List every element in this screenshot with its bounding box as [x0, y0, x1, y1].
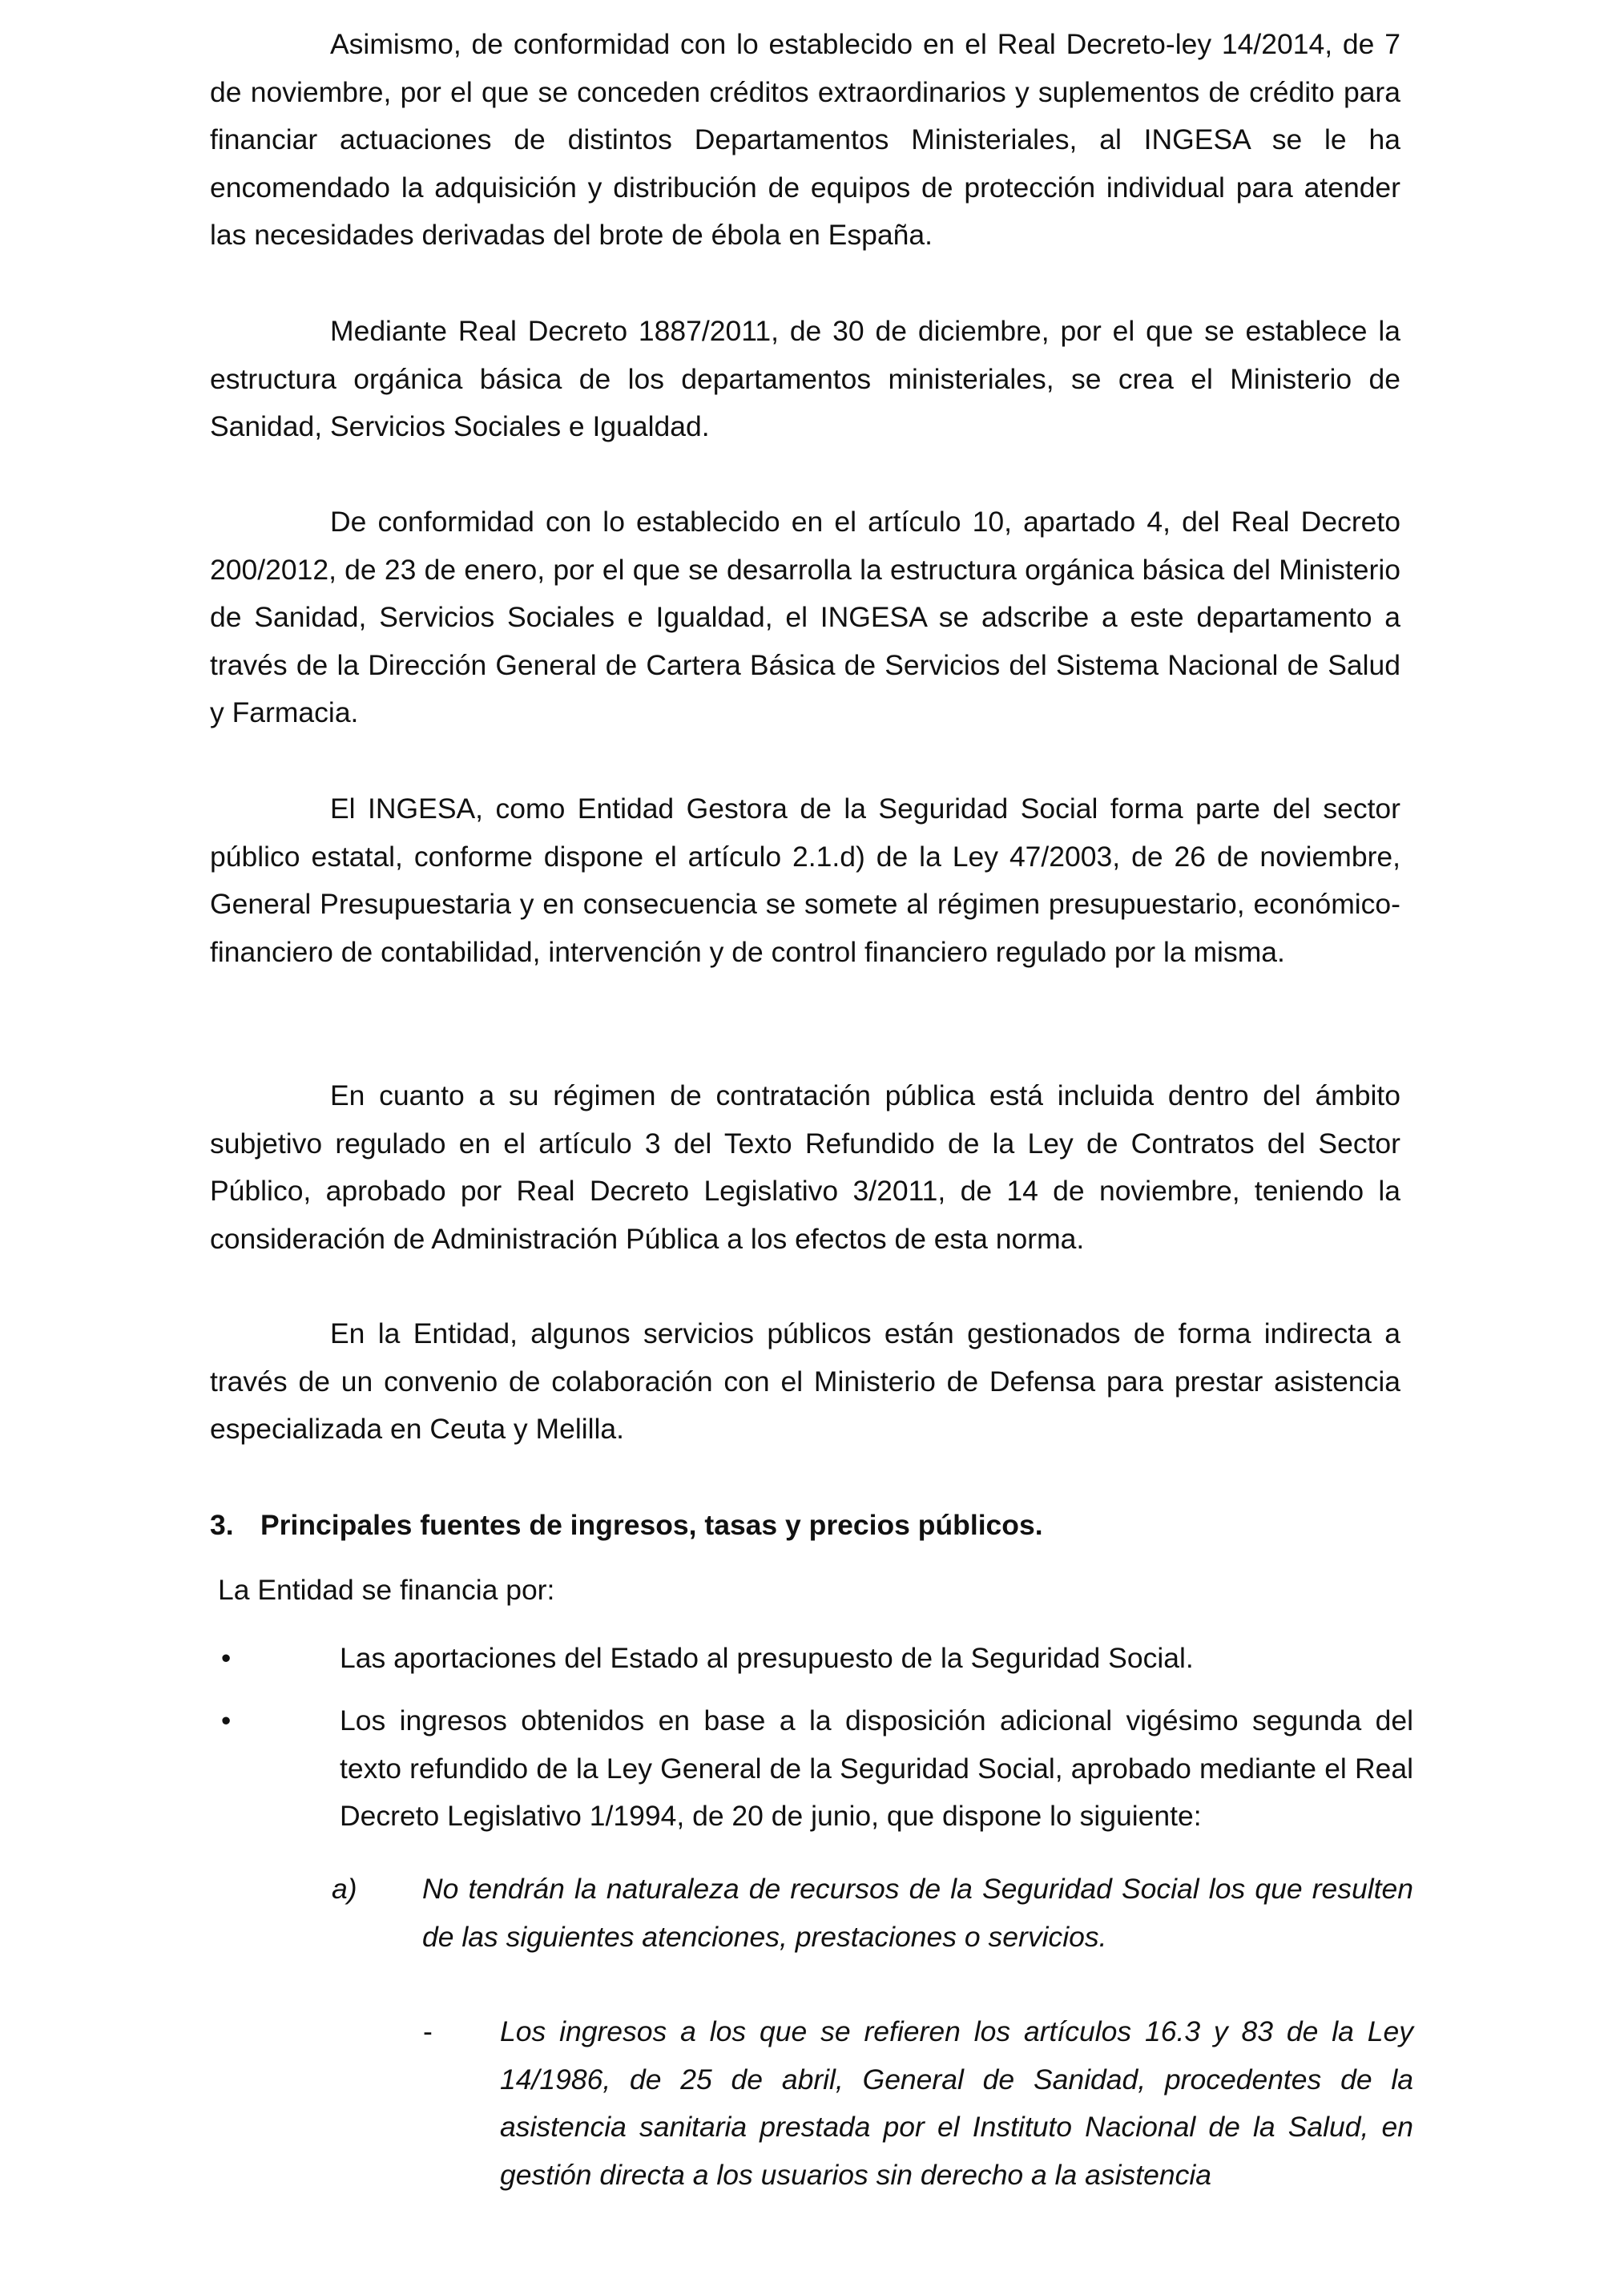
bullet-icon: •	[221, 1643, 232, 1674]
paragraph-real-decreto-1887-2011: Mediante Real Decreto 1887/2011, de 30 de diciembre, por el que se establece la estructura orgánica básica de los departamentos ministeriales, se crea el Ministerio de Sanidad, Servicios Sociales e Igualdad.	[210, 315, 1400, 443]
paragraph-ingesa-sector-publico: El INGESA, como Entidad Gestora de la Seguridad Social forma parte del sector público estatal, conforme dispone el artículo 2.1.d) de la Ley 47/2003, de 26 de noviembre, General Presupuestaria y en consecuencia se somete al régimen presupuestario, económico-financiero de contabilidad, intervención y de control financiero regulado por la misma.	[210, 793, 1400, 968]
section-number: 3.	[210, 1509, 234, 1541]
bullet-text: Las aportaciones del Estado al presupuesto de la Seguridad Social.	[340, 1642, 1194, 1674]
paragraph-real-decreto-200-2012: De conformidad con lo establecido en el artículo 10, apartado 4, del Real Decreto 200/2012, de 23 de enero, por el que se desarrolla la estructura orgánica básica del Ministerio de Sanidad, Servicios Sociales e Igualdad, el INGESA se adscribe a este departamento a través de la Dirección General de Cartera Básica de Servicios del Sistema Nacional de Salud y Farmacia.	[210, 506, 1400, 729]
paragraph-real-decreto-ley-14-2014: Asimismo, de conformidad con lo establecido en el Real Decreto-ley 14/2014, de 7 de noviembre, por el que se conceden créditos extraordinarios y suplementos de crédito para financiar actuaciones de distintos Departamentos Ministeriales, al INGESA se le ha encomendado la adquisición y distribución de equipos de protección individual para atender las necesidades derivadas del brote de ébola en España.	[210, 28, 1400, 252]
bullet-text: Los ingresos obtenidos en base a la disposición adicional vigésimo segunda del texto refundido de la Ley General de la Seguridad Social, aprobado mediante el Real Decreto Legislativo 1/1994, de 20 de junio, que dispone lo siguiente:	[340, 1704, 1413, 1833]
section-heading	[210, 1502, 1400, 1550]
sub-list-text: No tendrán la naturaleza de recursos de la Seguridad Social los que resulten de las siguientes atenciones, prestaciones o servicios.	[422, 1873, 1413, 1953]
sub-list-marker: a)	[332, 1873, 357, 1905]
section-title: Principales fuentes de ingresos, tasas y precios públicos.	[260, 1509, 1043, 1541]
dash-icon: -	[423, 2015, 433, 2047]
dash-list-text: Los ingresos a los que se refieren los artículos 16.3 y 83 de la Ley 14/1986, de 25 de abril, General de Sanidad, procedentes de la asistencia sanitaria prestada por el Instituto Nacional de la Salud, en gestión directa a los usuarios sin derecho a la asistencia	[500, 2015, 1413, 2191]
bullet-icon: •	[221, 1705, 232, 1737]
section-intro: La Entidad se financia por:	[218, 1574, 555, 1606]
paragraph-contratacion-publica: En cuanto a su régimen de contratación pública está incluida dentro del ámbito subjetivo regulado en el artículo 3 del Texto Refundido de la Ley de Contratos del Sector Público, aprobado por Real Decreto Legislativo 3/2011, de 14 de noviembre, teniendo la consideración de Administración Pública a los efectos de esta norma.	[210, 1079, 1400, 1255]
paragraph-servicios-indirectos: En la Entidad, algunos servicios públicos están gestionados de forma indirecta a través de un convenio de colaboración con el Ministerio de Defensa para prestar asistencia especializada en Ceuta y Melilla.	[210, 1317, 1400, 1446]
